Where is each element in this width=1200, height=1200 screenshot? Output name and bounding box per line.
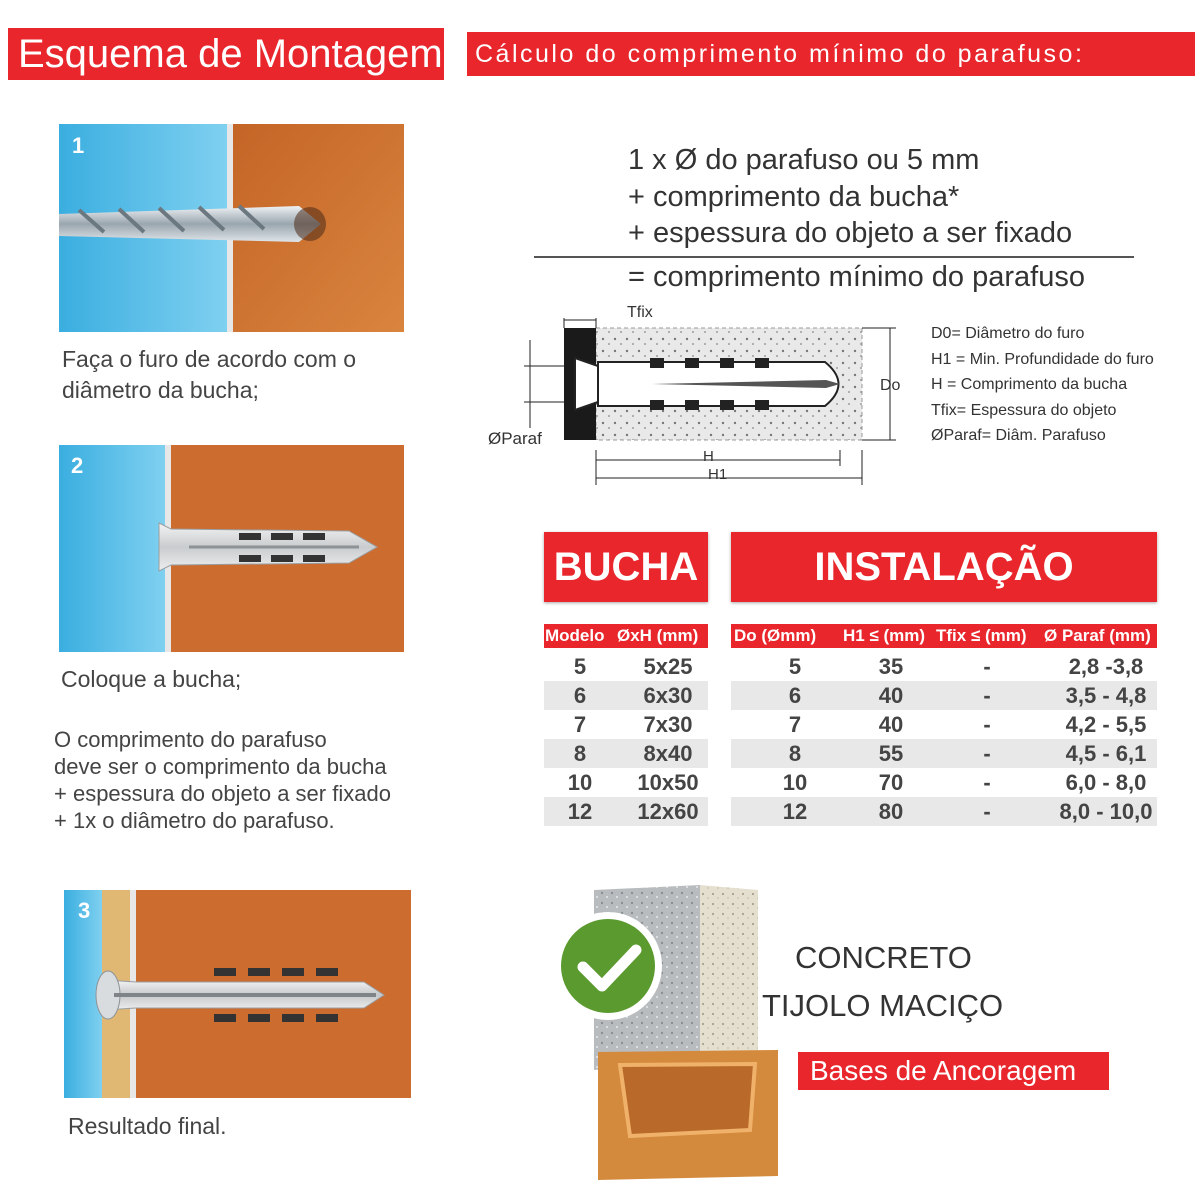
legend-item: H = Comprimento da bucha — [931, 376, 1128, 393]
table-cell: 35 — [878, 654, 904, 679]
table-cell: - — [983, 770, 991, 795]
col-h1: H1 ≤ (mm) — [843, 624, 925, 648]
formula-line-3: + espessura do objeto a ser fixado — [628, 217, 1073, 249]
calculation-header: Cálculo do comprimento mínimo do parafuso: — [467, 32, 1195, 76]
table-cell: - — [983, 712, 991, 737]
formula-line-1: 1 x Ø do parafuso ou 5 mm — [628, 144, 980, 176]
col-paraf: Ø Paraf (mm) — [1044, 624, 1151, 648]
note-line: O comprimento do parafuso — [54, 727, 327, 752]
table-cell: 7 — [788, 712, 802, 737]
step-3-image — [64, 890, 411, 1098]
table-cell: 12x60 — [637, 799, 699, 824]
table-cell: 12 — [567, 799, 593, 824]
table-cell: 55 — [878, 741, 904, 766]
table-cell: 40 — [878, 683, 904, 708]
material-tijolo: TIJOLO MACIÇO — [762, 988, 1004, 1023]
col-do: Do (Ømm) — [734, 624, 816, 648]
step-1-caption-line: diâmetro da bucha; — [62, 377, 259, 403]
do-label: Do — [880, 377, 901, 394]
table-cell: 7 — [573, 712, 587, 737]
col-oxh: ØxH (mm) — [617, 624, 698, 648]
note-line: deve ser o comprimento da bucha — [54, 754, 387, 779]
table-cell: 8x40 — [643, 741, 693, 766]
step-3-caption: Resultado final. — [68, 1113, 227, 1139]
legend-item: H1 = Min. Profundidade do furo — [931, 351, 1154, 368]
step-2-number: 2 — [71, 453, 84, 478]
step-1-image — [59, 124, 404, 332]
table-cell: 2,8 -3,8 — [1068, 654, 1144, 679]
table-cell: 4,5 - 6,1 — [1065, 741, 1147, 766]
table-cell: 6,0 - 8,0 — [1065, 770, 1147, 795]
table-cell: 8,0 - 10,0 — [1059, 799, 1153, 824]
step-1-number: 1 — [72, 133, 85, 158]
step-2-caption: Coloque a bucha; — [61, 666, 242, 692]
h1-label: H1 — [708, 466, 728, 483]
table-cell: - — [983, 654, 991, 679]
table-cell: 6x30 — [643, 683, 693, 708]
formula-divider — [534, 256, 1134, 258]
h-label: H — [703, 448, 714, 465]
materials-image — [550, 880, 782, 1180]
table-cell: 70 — [878, 770, 904, 795]
note-line: + espessura do objeto a ser fixado — [54, 781, 391, 806]
paraf-label: ØParaf — [488, 429, 542, 448]
instalacao-header: INSTALAÇÃO — [731, 532, 1157, 602]
table-cell: 10 — [782, 770, 808, 795]
formula-line-2: + comprimento da bucha* — [628, 181, 960, 213]
table-cell: 10x50 — [637, 770, 699, 795]
formula-result: = comprimento mínimo do parafuso — [628, 261, 1085, 293]
tfix-label: Tfix — [627, 304, 653, 321]
table-cell: 5 — [573, 654, 587, 679]
assembly-header: Esquema de Montagem — [8, 28, 444, 80]
table-cell: 10 — [567, 770, 593, 795]
note-line: + 1x o diâmetro do parafuso. — [54, 808, 335, 833]
bases-label: Bases de Ancoragem — [798, 1052, 1109, 1090]
step-2-image — [59, 445, 404, 652]
table-cell: 5 — [788, 654, 802, 679]
table-cell: 8 — [788, 741, 802, 766]
col-tfix: Tfix ≤ (mm) — [936, 624, 1027, 648]
step-1-caption — [62, 344, 356, 406]
table-cell: 6 — [573, 683, 587, 708]
table-cell: - — [983, 799, 991, 824]
table-cell: - — [983, 683, 991, 708]
table-cell: 5x25 — [643, 654, 693, 679]
screw-length-note — [54, 726, 391, 834]
col-modelo: Modelo — [545, 624, 605, 648]
step-3-number: 3 — [78, 898, 91, 923]
material-concreto: CONCRETO — [795, 940, 972, 975]
step-1-caption-line: Faça o furo de acordo com o — [62, 346, 357, 372]
table-cell: 7x30 — [643, 712, 693, 737]
table-cell: 8 — [573, 741, 587, 766]
bucha-header: BUCHA — [544, 532, 708, 602]
table-cell: 40 — [878, 712, 904, 737]
table-cell: 4,2 - 5,5 — [1065, 712, 1147, 737]
table-cell: 12 — [782, 799, 808, 824]
legend-item: D0= Diâmetro do furo — [931, 325, 1085, 342]
installation-diagram — [480, 300, 910, 500]
legend-item: Tfix= Espessura do objeto — [931, 402, 1117, 419]
legend-item: ØParaf= Diâm. Parafuso — [931, 427, 1106, 444]
table-cell: 3,5 - 4,8 — [1065, 683, 1147, 708]
table-cell: 80 — [878, 799, 904, 824]
table-cell: 6 — [788, 683, 802, 708]
table-cell: - — [983, 741, 991, 766]
